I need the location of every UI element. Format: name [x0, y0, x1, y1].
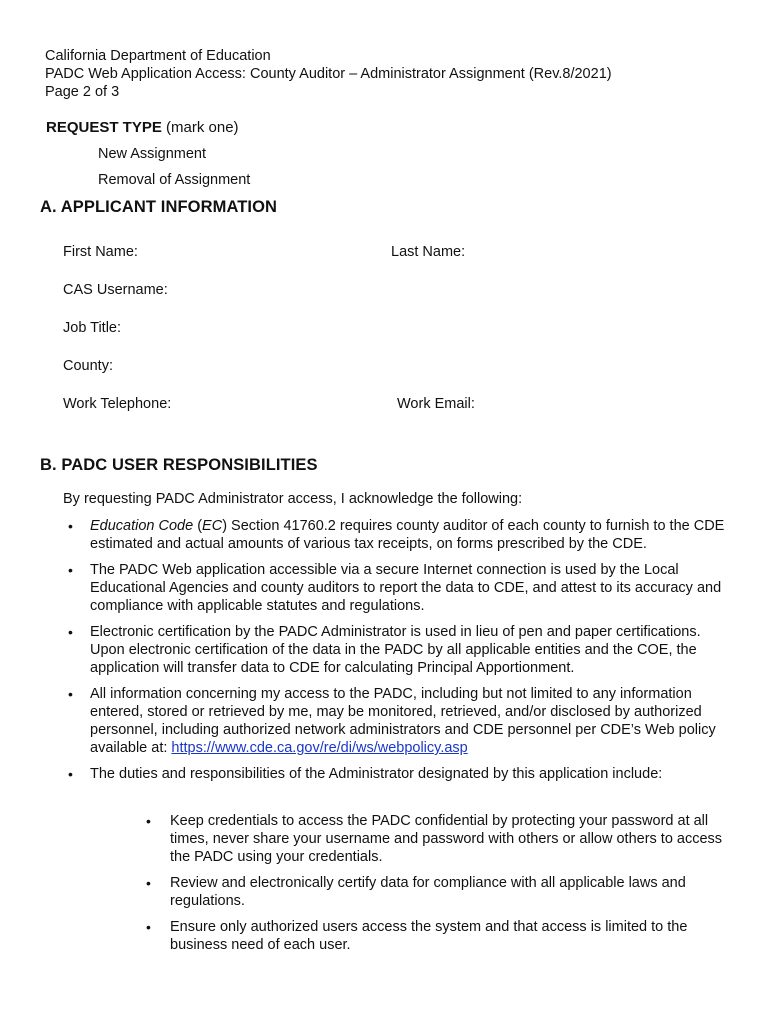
list-item — [68, 623, 728, 677]
bullet-icon: • — [68, 686, 73, 702]
section-a-title: A. APPLICANT INFORMATION — [40, 198, 278, 216]
ec-abbr-text: EC — [202, 518, 223, 534]
work-telephone-label: Work Telephone: — [63, 396, 172, 412]
bullet-icon: • — [68, 624, 73, 640]
bullet-icon: • — [146, 875, 151, 891]
paren-text: ( — [193, 518, 203, 534]
bullet-icon: • — [68, 562, 73, 578]
bullet-icon: • — [68, 518, 73, 534]
bullet-2-text: The PADC Web application accessible via a secure Internet connection is used by the Local Educational Agencies and county auditors to report the data to CDE, and attest to its accuracy and compliance with applicable statutes and regulations. — [90, 562, 722, 614]
sub-bullet-1-text: Keep credentials to access the PADC confidential by protecting your password at all times, never share your username and password with others or allow others to access the PADC using your credentials. — [170, 813, 723, 865]
last-name-label: Last Name: — [391, 244, 466, 260]
list-item — [146, 812, 726, 866]
request-type-heading — [46, 119, 239, 136]
bullet-icon: • — [146, 919, 151, 935]
list-item — [68, 517, 728, 553]
work-email-label: Work Email: — [397, 396, 475, 412]
request-type-hint: (mark one) — [161, 119, 239, 136]
duties-sublist — [146, 812, 726, 962]
sub-bullet-3-text: Ensure only authorized users access the system and that access is limited to the business need of each user. — [170, 919, 688, 953]
bullet-4-text: All information concerning my access to the PADC, including but not limited to any information entered, stored or retrieved by me, may be monitored, retrieved, and/or disclosed by authorized personnel, including authorized network administrators and CDE personnel per CDE’s Web policy available at: — [90, 686, 716, 756]
section-b-title: B. PADC USER RESPONSIBILITIES — [40, 456, 318, 474]
county-label: County: — [63, 358, 113, 374]
bullet-1-text: ) Section 41760.2 requires county auditor of each county to furnish to the CDE estimated and actual amounts of various tax receipts, on forms prescribed by the CDE. — [90, 518, 725, 552]
list-item — [146, 918, 726, 954]
education-code-text: Education Code — [90, 518, 194, 534]
bullet-icon: • — [68, 766, 73, 782]
org-name: California Department of Education — [45, 48, 271, 64]
bullet-3-text: Electronic certification by the PADC Administrator is used in lieu of pen and paper certifications. Upon electronic certification of the data in the PADC by all applicable entities and the COE, the application will transfer data to CDE for calculating Principal Apportionment. — [90, 624, 701, 676]
section-b-intro: By requesting PADC Administrator access, I acknowledge the following: — [63, 491, 523, 507]
page-number: Page 2 of 3 — [45, 84, 120, 100]
bullet-5-text: The duties and responsibilities of the Administrator designated by this application include: — [90, 766, 663, 782]
job-title-label: Job Title: — [63, 320, 122, 336]
option-new-assignment[interactable]: New Assignment — [98, 146, 206, 162]
first-name-label: First Name: — [63, 244, 138, 260]
list-item — [146, 874, 726, 910]
list-item — [68, 765, 728, 783]
sub-bullet-2-text: Review and electronically certify data for compliance with all applicable laws and regulations. — [170, 875, 686, 909]
cas-username-label: CAS Username: — [63, 282, 168, 298]
responsibilities-list — [68, 517, 728, 791]
bullet-icon: • — [146, 813, 151, 829]
form-title: PADC Web Application Access: County Auditor – Administrator Assignment (Rev.8/2021) — [45, 66, 612, 82]
web-policy-link[interactable]: https://www.cde.ca.gov/re/di/ws/webpolicy.asp — [171, 740, 468, 756]
option-removal-of-assignment[interactable]: Removal of Assignment — [98, 172, 251, 188]
list-item — [68, 685, 728, 757]
list-item — [68, 561, 728, 615]
request-type-title: REQUEST TYPE — [46, 119, 162, 136]
